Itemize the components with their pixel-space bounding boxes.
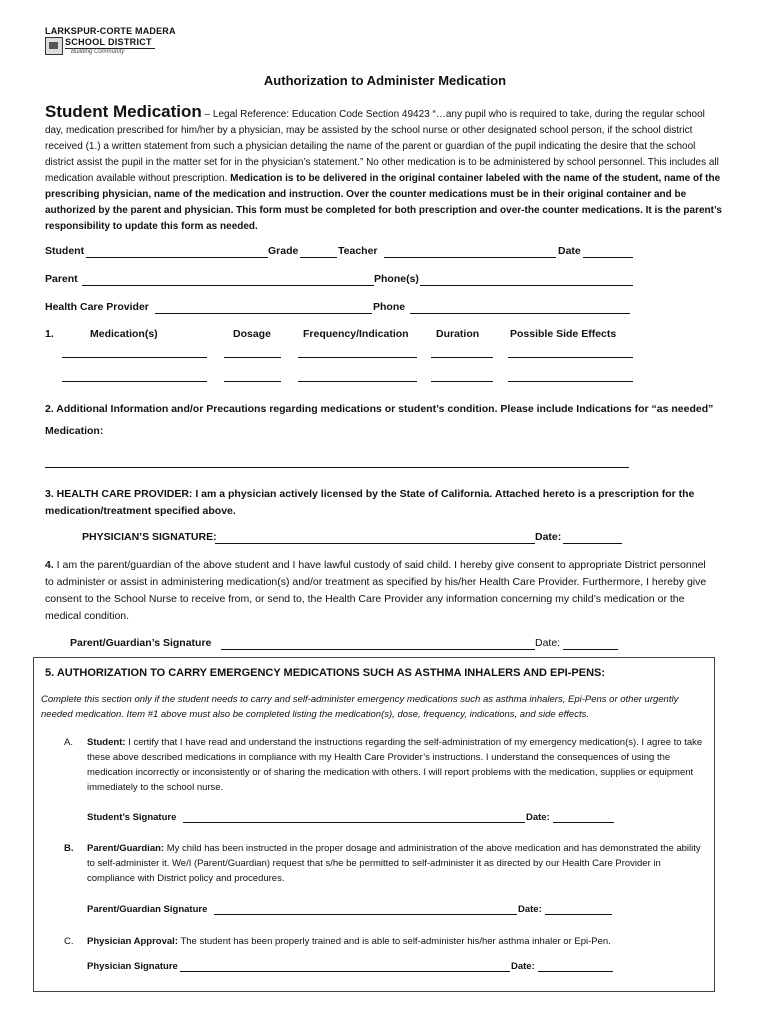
student-date-label: Date: bbox=[526, 812, 550, 823]
teacher-field[interactable] bbox=[384, 257, 556, 258]
student-date-field[interactable] bbox=[553, 822, 614, 823]
logo-tagline: Building Community bbox=[71, 49, 125, 55]
med-number: 1. bbox=[45, 328, 54, 340]
section2-text: 2. Additional Information and/or Precautions regarding medications or student’s condition. Please include Indications for “as needed” Medication: bbox=[45, 403, 714, 437]
physician-date-field[interactable] bbox=[563, 543, 622, 544]
district-emblem-icon bbox=[45, 37, 63, 55]
med-row2-dosage[interactable] bbox=[224, 381, 281, 382]
date-label: Date bbox=[558, 245, 581, 257]
med-header-side-effects: Possible Side Effects bbox=[510, 328, 617, 340]
section3-text: 3. HEALTH CARE PROVIDER: I am a physician actively licensed by the State of California. Attached hereto is a prescription for the medication/treatment specified above. bbox=[45, 488, 695, 517]
item-c-text: The student has been properly trained and is able to self-administer his/her asthma inhaler or Epi-Pen. bbox=[177, 936, 611, 947]
med-header-duration: Duration bbox=[436, 328, 480, 340]
item-c-label: Physician Approval: bbox=[87, 936, 178, 947]
section2-field[interactable] bbox=[45, 467, 629, 468]
med-row1-dosage[interactable] bbox=[224, 357, 281, 358]
parent-field[interactable] bbox=[82, 285, 374, 286]
teacher-label: Teacher bbox=[338, 245, 378, 257]
student-signature-field[interactable] bbox=[183, 822, 525, 823]
logo-line1: LARKSPUR-CORTE MADERA bbox=[45, 26, 176, 36]
provider-field[interactable] bbox=[155, 313, 372, 314]
med-header-frequency: Frequency/Indication bbox=[303, 328, 409, 340]
logo-line2: SCHOOL DISTRICT bbox=[65, 37, 152, 47]
provider-label: Health Care Provider bbox=[45, 301, 149, 313]
intro-paragraph bbox=[45, 104, 725, 235]
med-row1-duration[interactable] bbox=[431, 357, 493, 358]
intro-bold-text: Medication is to be delivered in the original container labeled with the name of the student, name of the prescribing physician, name of the medication and instruction. Over the counter medications must be in their original container and be authorized by the parent and physician. This form must be completed for both prescription and over-the counter medications. It is the parent’s responsibility to update this form as needed. bbox=[45, 173, 722, 232]
med-row2-duration[interactable] bbox=[431, 381, 493, 382]
item-c-paragraph bbox=[87, 934, 705, 949]
parent-signature-label: Parent/Guardian’s Signature bbox=[70, 637, 212, 649]
item-b-text: My child has been instructed in the proper dosage and administration of the above medication and has demonstrated the ability to self-administer it. We/I (Parent/Guardian) request that s/he be permitted to self-administer it as directed by our Health Care Provider in compliance with District policy and procedures. bbox=[87, 843, 701, 884]
parent-date-field[interactable] bbox=[563, 649, 618, 650]
med-row2-side-effects[interactable] bbox=[508, 381, 633, 382]
section5-intro: Complete this section only if the student needs to carry and self-administer emergency medications such as asthma inhalers, Epi-Pens or other urgently needed medication. Item #1 above must also be completed listing the medication(s), dose, frequency, indications, and side effects. bbox=[41, 694, 679, 720]
item-c-letter: C. bbox=[64, 936, 74, 947]
intro-dash: – bbox=[201, 109, 213, 120]
item-b-letter: B. bbox=[64, 843, 74, 854]
guardian-signature-field[interactable] bbox=[214, 914, 517, 915]
med-header-dosage: Dosage bbox=[233, 328, 271, 340]
item-b-label: Parent/Guardian: bbox=[87, 843, 165, 854]
physician-date-label: Date: bbox=[535, 531, 562, 543]
grade-label: Grade bbox=[268, 245, 299, 257]
med-header-medication: Medication(s) bbox=[90, 328, 158, 340]
med-row1-side-effects[interactable] bbox=[508, 357, 633, 358]
item-a-label: Student: bbox=[87, 737, 126, 748]
intro-heading: Student Medication bbox=[45, 102, 202, 121]
item-a-text: I certify that I have read and understand the instructions regarding the self-administration of my emergency medication(s). I agree to take these above described medications in compliance with my Health Care Provider’s instructions. I understand the consequences of using the medication incorrectly or inconsistently or of sharing the medication with others. I will report problems with the medication, supplies or equipment immediately to the school nurse. bbox=[87, 737, 703, 793]
physician-approval-date-field[interactable] bbox=[538, 971, 613, 972]
med-row1-medication[interactable] bbox=[62, 357, 207, 358]
med-row2-medication[interactable] bbox=[62, 381, 207, 382]
physician-approval-signature-field[interactable] bbox=[180, 971, 510, 972]
parent-signature-field[interactable] bbox=[221, 649, 535, 650]
intro-legal-text: Legal Reference: Education Code Section 49423 “…any pupil who is required to take, during the regular school day, medication prescribed for him/her by a physician, may be assisted by the school nurse or other designated school person, if the school district received (1.) a written statement from such a physician detailing the name of the parent or guardian of the pupil indicating the desire that the school district assist the pupil in the matter set for in the physician’s statement.” No other medication is to be administered by school personnel. This includes all medication available without prescription. bbox=[45, 109, 719, 184]
section5-heading: 5. AUTHORIZATION TO CARRY EMERGENCY MEDICATIONS SUCH AS ASTHMA INHALERS AND EPI-PENS: bbox=[45, 667, 606, 679]
date-field[interactable] bbox=[583, 257, 633, 258]
med-row1-frequency[interactable] bbox=[298, 357, 417, 358]
physician-approval-date-label: Date: bbox=[511, 961, 535, 972]
student-field[interactable] bbox=[86, 257, 268, 258]
section4-paragraph bbox=[45, 557, 715, 625]
student-signature-label: Student’s Signature bbox=[87, 812, 177, 823]
physician-signature-label: PHYSICIAN’S SIGNATURE: bbox=[82, 531, 217, 543]
grade-field[interactable] bbox=[300, 257, 337, 258]
physician-approval-signature-label: Physician Signature bbox=[87, 961, 178, 972]
section4-number: 4. bbox=[45, 559, 54, 571]
district-logo bbox=[45, 26, 176, 62]
item-a-paragraph bbox=[87, 735, 705, 795]
section4-text: I am the parent/guardian of the above student and I have lawful custody of said child. I hereby give consent to appropriate District personnel to administer or assist in administering medication(s) and/or treatment as specified by his/her Health Care Provider. Furthermore, I hereby give consent to the School Nurse to receive from, or send to, the Health Care Provider any information concerning my child’s medication or the medical condition. bbox=[45, 559, 707, 622]
guardian-signature-label: Parent/Guardian Signature bbox=[87, 904, 208, 915]
phones-field[interactable] bbox=[420, 285, 633, 286]
provider-phone-label: Phone bbox=[373, 301, 406, 313]
item-b-paragraph bbox=[87, 841, 705, 886]
item-a-letter: A. bbox=[64, 737, 73, 748]
med-row2-frequency[interactable] bbox=[298, 381, 417, 382]
phones-label: Phone(s) bbox=[374, 273, 419, 285]
parent-date-label: Date: bbox=[535, 637, 561, 649]
parent-label: Parent bbox=[45, 273, 78, 285]
provider-phone-field[interactable] bbox=[410, 313, 630, 314]
student-label: Student bbox=[45, 245, 85, 257]
guardian-date-field[interactable] bbox=[545, 914, 612, 915]
physician-signature-field[interactable] bbox=[215, 543, 535, 544]
guardian-date-label: Date: bbox=[518, 904, 542, 915]
page-title: Authorization to Administer Medication bbox=[263, 73, 507, 88]
